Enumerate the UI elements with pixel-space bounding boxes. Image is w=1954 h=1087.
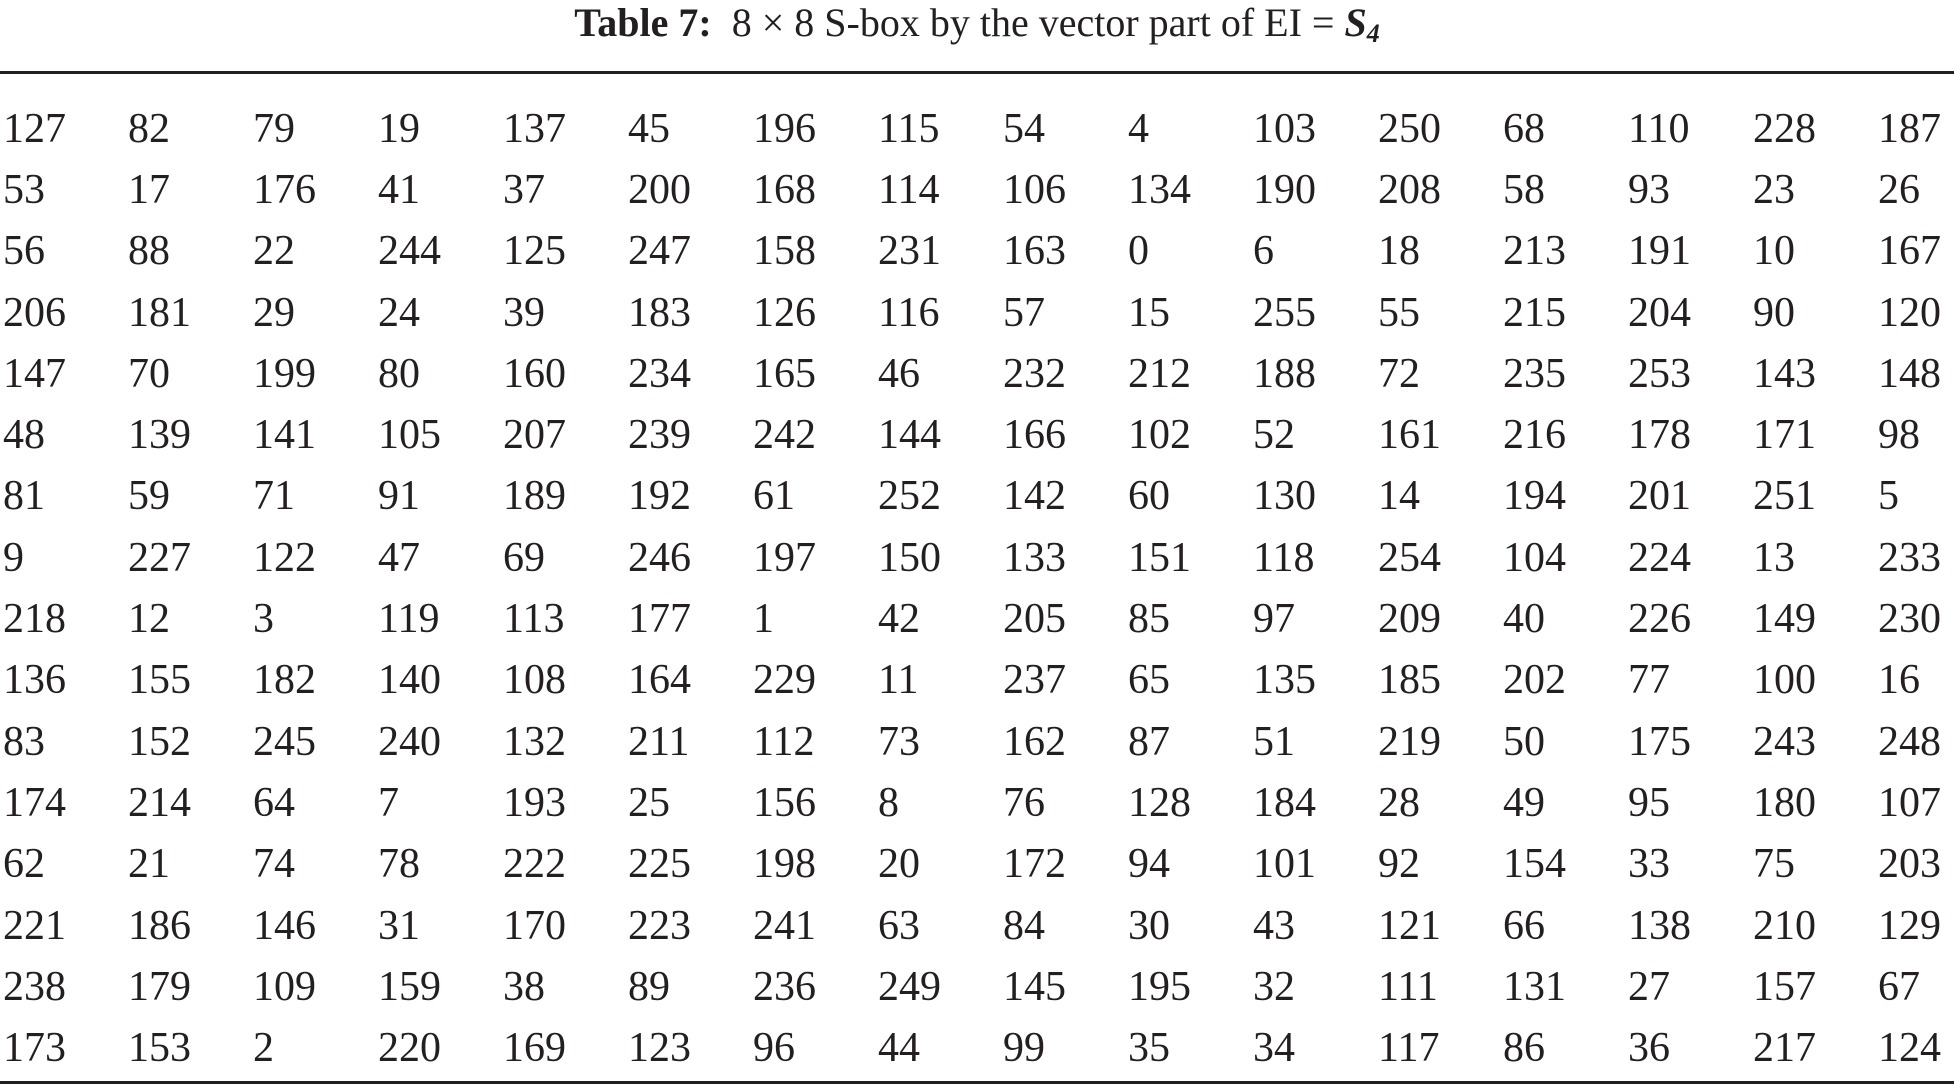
table-cell: 48 <box>3 412 45 459</box>
table-cell: 175 <box>1628 718 1691 765</box>
table-cell: 163 <box>1003 228 1066 275</box>
table-caption <box>0 0 1954 50</box>
table-cell: 43 <box>1253 902 1295 949</box>
table-cell: 87 <box>1128 718 1170 765</box>
table-row <box>3 650 1954 711</box>
table-cell: 84 <box>1003 902 1045 949</box>
table-cell: 156 <box>753 779 816 826</box>
table-cell: 23 <box>1753 166 1795 213</box>
table-cell: 245 <box>253 718 316 765</box>
table-cell: 5 <box>1878 473 1899 520</box>
table-cell: 109 <box>253 963 316 1010</box>
table-cell: 236 <box>753 963 816 1010</box>
table-cell: 74 <box>253 841 295 888</box>
table-cell: 56 <box>3 228 45 275</box>
table-cell: 73 <box>878 718 920 765</box>
table-cell: 234 <box>628 350 691 397</box>
table-cell: 122 <box>253 534 316 581</box>
table-cell: 62 <box>3 841 45 888</box>
caption-variable-symbol: S <box>1344 0 1367 45</box>
table-cell: 46 <box>878 350 920 397</box>
table-cell: 204 <box>1628 289 1691 336</box>
table-cell: 86 <box>1503 1025 1545 1072</box>
table-cell: 251 <box>1753 473 1816 520</box>
table-cell: 78 <box>378 841 420 888</box>
table-cell: 167 <box>1878 228 1941 275</box>
table-cell: 9 <box>3 534 24 581</box>
table-cell: 237 <box>1003 657 1066 704</box>
table-cell: 31 <box>378 902 420 949</box>
table-cell: 184 <box>1253 779 1316 826</box>
table-cell: 149 <box>1753 596 1816 643</box>
table-cell: 108 <box>503 657 566 704</box>
table-cell: 217 <box>1753 1025 1816 1072</box>
table-cell: 85 <box>1128 596 1170 643</box>
table-row <box>3 711 1954 772</box>
table-cell: 106 <box>1003 166 1066 213</box>
table-cell: 238 <box>3 963 66 1010</box>
table-cell: 150 <box>878 534 941 581</box>
table-cell: 13 <box>1753 534 1795 581</box>
table-cell: 137 <box>503 105 566 152</box>
table-cell: 198 <box>753 841 816 888</box>
table-cell: 128 <box>1128 779 1191 826</box>
table-cell: 138 <box>1628 902 1691 949</box>
table-cell: 199 <box>253 350 316 397</box>
table-cell: 89 <box>628 963 670 1010</box>
table-cell: 140 <box>378 657 441 704</box>
table-cell: 112 <box>753 718 815 765</box>
table-cell: 51 <box>1253 718 1295 765</box>
table-cell: 183 <box>628 289 691 336</box>
table-cell: 147 <box>3 350 66 397</box>
table-cell: 55 <box>1378 289 1420 336</box>
table-cell: 67 <box>1878 963 1920 1010</box>
table-cell: 180 <box>1753 779 1816 826</box>
table-cell: 45 <box>628 105 670 152</box>
table-cell: 254 <box>1378 534 1441 581</box>
table-cell: 209 <box>1378 596 1441 643</box>
table-cell: 171 <box>1753 412 1816 459</box>
table-cell: 166 <box>1003 412 1066 459</box>
table-cell: 26 <box>1878 166 1920 213</box>
table-cell: 61 <box>753 473 795 520</box>
table-cell: 11 <box>878 657 919 704</box>
table-cell: 131 <box>1503 963 1566 1010</box>
table-cell: 196 <box>753 105 816 152</box>
table-cell: 47 <box>378 534 420 581</box>
table-cell: 203 <box>1878 841 1941 888</box>
table-cell: 230 <box>1878 596 1941 643</box>
table-cell: 69 <box>503 534 545 581</box>
table-cell: 158 <box>753 228 816 275</box>
table-cell: 39 <box>503 289 545 336</box>
table-row <box>3 343 1954 404</box>
table-cell: 110 <box>1628 105 1690 152</box>
table-cell: 160 <box>503 350 566 397</box>
table-row <box>3 588 1954 649</box>
table-cell: 116 <box>878 289 940 336</box>
table-cell: 24 <box>378 289 420 336</box>
table-cell: 94 <box>1128 841 1170 888</box>
table-cell: 219 <box>1378 718 1441 765</box>
table-cell: 54 <box>1003 105 1045 152</box>
table-cell: 226 <box>1628 596 1691 643</box>
table-cell: 225 <box>628 841 691 888</box>
table-cell: 37 <box>503 166 545 213</box>
table-cell: 208 <box>1378 166 1441 213</box>
table-cell: 124 <box>1878 1025 1941 1072</box>
table-cell: 164 <box>628 657 691 704</box>
table-cell: 151 <box>1128 534 1191 581</box>
table-cell: 40 <box>1503 596 1545 643</box>
table-cell: 121 <box>1378 902 1441 949</box>
table-cell: 206 <box>3 289 66 336</box>
table-cell: 248 <box>1878 718 1941 765</box>
caption-label: Table 7: <box>574 0 712 45</box>
table-cell: 92 <box>1378 841 1420 888</box>
table-cell: 100 <box>1753 657 1816 704</box>
table-cell: 4 <box>1128 105 1149 152</box>
caption-text: 8 × 8 S-box by the vector part of EI = <box>731 0 1345 45</box>
table-cell: 96 <box>753 1025 795 1072</box>
table-cell: 19 <box>378 105 420 152</box>
table-cell: 195 <box>1128 963 1191 1010</box>
table-cell: 15 <box>1128 289 1170 336</box>
table-cell: 29 <box>253 289 295 336</box>
table-row <box>3 527 1954 588</box>
table-row <box>3 466 1954 527</box>
table-row <box>3 159 1954 220</box>
table-cell: 91 <box>378 473 420 520</box>
table-cell: 240 <box>378 718 441 765</box>
table-cell: 178 <box>1628 412 1691 459</box>
table-cell: 205 <box>1003 596 1066 643</box>
table-cell: 148 <box>1878 350 1941 397</box>
table-cell: 139 <box>128 412 191 459</box>
table-cell: 141 <box>253 412 316 459</box>
table-row <box>3 282 1954 343</box>
table-cell: 70 <box>128 350 170 397</box>
table-cell: 76 <box>1003 779 1045 826</box>
table-cell: 58 <box>1503 166 1545 213</box>
table-cell: 253 <box>1628 350 1691 397</box>
table-cell: 35 <box>1128 1025 1170 1072</box>
table-cell: 179 <box>128 963 191 1010</box>
table-cell: 120 <box>1878 289 1941 336</box>
table-cell: 27 <box>1628 963 1670 1010</box>
table-cell: 105 <box>378 412 441 459</box>
table-cell: 18 <box>1378 228 1420 275</box>
table-cell: 255 <box>1253 289 1316 336</box>
table-cell: 50 <box>1503 718 1545 765</box>
table-cell: 71 <box>253 473 295 520</box>
table-cell: 235 <box>1503 350 1566 397</box>
table-cell: 68 <box>1503 105 1545 152</box>
table-cell: 207 <box>503 412 566 459</box>
table-cell: 17 <box>128 166 170 213</box>
table-cell: 8 <box>878 779 899 826</box>
table-cell: 49 <box>1503 779 1545 826</box>
table-cell: 210 <box>1753 902 1816 949</box>
table-cell: 239 <box>628 412 691 459</box>
caption-variable <box>1344 0 1380 48</box>
table-cell: 246 <box>628 534 691 581</box>
table-cell: 60 <box>1128 473 1170 520</box>
table-cell: 233 <box>1878 534 1941 581</box>
table-cell: 249 <box>878 963 941 1010</box>
table-cell: 6 <box>1253 228 1274 275</box>
table-cell: 154 <box>1503 841 1566 888</box>
table-cell: 57 <box>1003 289 1045 336</box>
table-cell: 115 <box>878 105 940 152</box>
table-cell: 119 <box>378 596 440 643</box>
table-cell: 146 <box>253 902 316 949</box>
table-cell: 172 <box>1003 841 1066 888</box>
table-cell: 133 <box>1003 534 1066 581</box>
table-cell: 218 <box>3 596 66 643</box>
table-cell: 193 <box>503 779 566 826</box>
sbox-table <box>3 98 1954 1079</box>
table-cell: 2 <box>253 1025 274 1072</box>
table-cell: 42 <box>878 596 920 643</box>
table-cell: 99 <box>1003 1025 1045 1072</box>
table-cell: 136 <box>3 657 66 704</box>
table-cell: 102 <box>1128 412 1191 459</box>
table-cell: 75 <box>1753 841 1795 888</box>
table-cell: 113 <box>503 596 565 643</box>
table-cell: 81 <box>3 473 45 520</box>
table-cell: 177 <box>628 596 691 643</box>
table-cell: 66 <box>1503 902 1545 949</box>
table-cell: 34 <box>1253 1025 1295 1072</box>
table-cell: 190 <box>1253 166 1316 213</box>
table-cell: 191 <box>1628 228 1691 275</box>
table-cell: 247 <box>628 228 691 275</box>
table-cell: 212 <box>1128 350 1191 397</box>
table-cell: 93 <box>1628 166 1670 213</box>
table-cell: 186 <box>128 902 191 949</box>
table-cell: 65 <box>1128 657 1170 704</box>
table-cell: 188 <box>1253 350 1316 397</box>
table-bottom-rule <box>0 1081 1954 1084</box>
table-cell: 159 <box>378 963 441 1010</box>
table-cell: 88 <box>128 228 170 275</box>
table-cell: 250 <box>1378 105 1441 152</box>
table-cell: 187 <box>1878 105 1941 152</box>
caption-variable-subscript: 4 <box>1366 19 1380 48</box>
table-cell: 117 <box>1378 1025 1440 1072</box>
table-cell: 126 <box>753 289 816 336</box>
table-cell: 134 <box>1128 166 1191 213</box>
table-cell: 229 <box>753 657 816 704</box>
table-cell: 185 <box>1378 657 1441 704</box>
table-cell: 221 <box>3 902 66 949</box>
table-cell: 129 <box>1878 902 1941 949</box>
table-cell: 228 <box>1753 105 1816 152</box>
table-row <box>3 1017 1954 1078</box>
table-cell: 1 <box>753 596 774 643</box>
table-cell: 176 <box>253 166 316 213</box>
table-cell: 142 <box>1003 473 1066 520</box>
table-cell: 202 <box>1503 657 1566 704</box>
table-cell: 224 <box>1628 534 1691 581</box>
table-cell: 135 <box>1253 657 1316 704</box>
table-cell: 77 <box>1628 657 1670 704</box>
table-cell: 216 <box>1503 412 1566 459</box>
table-cell: 21 <box>128 841 170 888</box>
table-row <box>3 834 1954 895</box>
table-cell: 144 <box>878 412 941 459</box>
table-cell: 33 <box>1628 841 1670 888</box>
table-cell: 44 <box>878 1025 920 1072</box>
table-cell: 244 <box>378 228 441 275</box>
table-cell: 182 <box>253 657 316 704</box>
table-cell: 90 <box>1753 289 1795 336</box>
table-cell: 243 <box>1753 718 1816 765</box>
table-cell: 53 <box>3 166 45 213</box>
table-cell: 132 <box>503 718 566 765</box>
table-cell: 125 <box>503 228 566 275</box>
table-cell: 123 <box>628 1025 691 1072</box>
table-cell: 20 <box>878 841 920 888</box>
table-cell: 173 <box>3 1025 66 1072</box>
table-cell: 143 <box>1753 350 1816 397</box>
table-cell: 200 <box>628 166 691 213</box>
table-cell: 79 <box>253 105 295 152</box>
table-cell: 145 <box>1003 963 1066 1010</box>
table-row <box>3 956 1954 1017</box>
table-cell: 36 <box>1628 1025 1670 1072</box>
table-cell: 52 <box>1253 412 1295 459</box>
table-cell: 16 <box>1878 657 1920 704</box>
table-row <box>3 772 1954 833</box>
table-cell: 103 <box>1253 105 1316 152</box>
table-cell: 0 <box>1128 228 1149 275</box>
table-cell: 181 <box>128 289 191 336</box>
table-cell: 194 <box>1503 473 1566 520</box>
table-cell: 130 <box>1253 473 1316 520</box>
table-cell: 231 <box>878 228 941 275</box>
table-cell: 28 <box>1378 779 1420 826</box>
table-cell: 38 <box>503 963 545 1010</box>
table-cell: 114 <box>878 166 940 213</box>
table-cell: 64 <box>253 779 295 826</box>
table-cell: 3 <box>253 596 274 643</box>
table-cell: 32 <box>1253 963 1295 1010</box>
table-cell: 232 <box>1003 350 1066 397</box>
table-cell: 7 <box>378 779 399 826</box>
table-cell: 30 <box>1128 902 1170 949</box>
table-cell: 169 <box>503 1025 566 1072</box>
table-cell: 170 <box>503 902 566 949</box>
table-cell: 127 <box>3 105 66 152</box>
table-cell: 59 <box>128 473 170 520</box>
table-cell: 223 <box>628 902 691 949</box>
table-cell: 241 <box>753 902 816 949</box>
table-row <box>3 221 1954 282</box>
table-cell: 95 <box>1628 779 1670 826</box>
table-cell: 161 <box>1378 412 1441 459</box>
table-cell: 98 <box>1878 412 1920 459</box>
table-cell: 211 <box>628 718 690 765</box>
table-cell: 165 <box>753 350 816 397</box>
table-cell: 12 <box>128 596 170 643</box>
table-cell: 214 <box>128 779 191 826</box>
table-top-rule <box>0 71 1954 74</box>
table-cell: 215 <box>1503 289 1566 336</box>
table-cell: 104 <box>1503 534 1566 581</box>
table-cell: 222 <box>503 841 566 888</box>
table-cell: 101 <box>1253 841 1316 888</box>
table-cell: 174 <box>3 779 66 826</box>
table-cell: 22 <box>253 228 295 275</box>
table-cell: 197 <box>753 534 816 581</box>
table-cell: 162 <box>1003 718 1066 765</box>
table-cell: 192 <box>628 473 691 520</box>
table-cell: 242 <box>753 412 816 459</box>
table-row <box>3 895 1954 956</box>
table-cell: 25 <box>628 779 670 826</box>
table-cell: 107 <box>1878 779 1941 826</box>
table-cell: 168 <box>753 166 816 213</box>
table-cell: 153 <box>128 1025 191 1072</box>
table-cell: 72 <box>1378 350 1420 397</box>
table-cell: 189 <box>503 473 566 520</box>
table-cell: 220 <box>378 1025 441 1072</box>
table-cell: 97 <box>1253 596 1295 643</box>
table-row <box>3 98 1954 159</box>
table-cell: 63 <box>878 902 920 949</box>
table-cell: 155 <box>128 657 191 704</box>
table-row <box>3 404 1954 465</box>
table-cell: 118 <box>1253 534 1315 581</box>
table-cell: 201 <box>1628 473 1691 520</box>
table-cell: 10 <box>1753 228 1795 275</box>
table-cell: 152 <box>128 718 191 765</box>
table-cell: 41 <box>378 166 420 213</box>
table-cell: 213 <box>1503 228 1566 275</box>
table-cell: 111 <box>1378 963 1438 1010</box>
table-cell: 82 <box>128 105 170 152</box>
table-cell: 157 <box>1753 963 1816 1010</box>
table-cell: 83 <box>3 718 45 765</box>
table-cell: 227 <box>128 534 191 581</box>
table-cell: 14 <box>1378 473 1420 520</box>
table-cell: 80 <box>378 350 420 397</box>
table-cell: 252 <box>878 473 941 520</box>
